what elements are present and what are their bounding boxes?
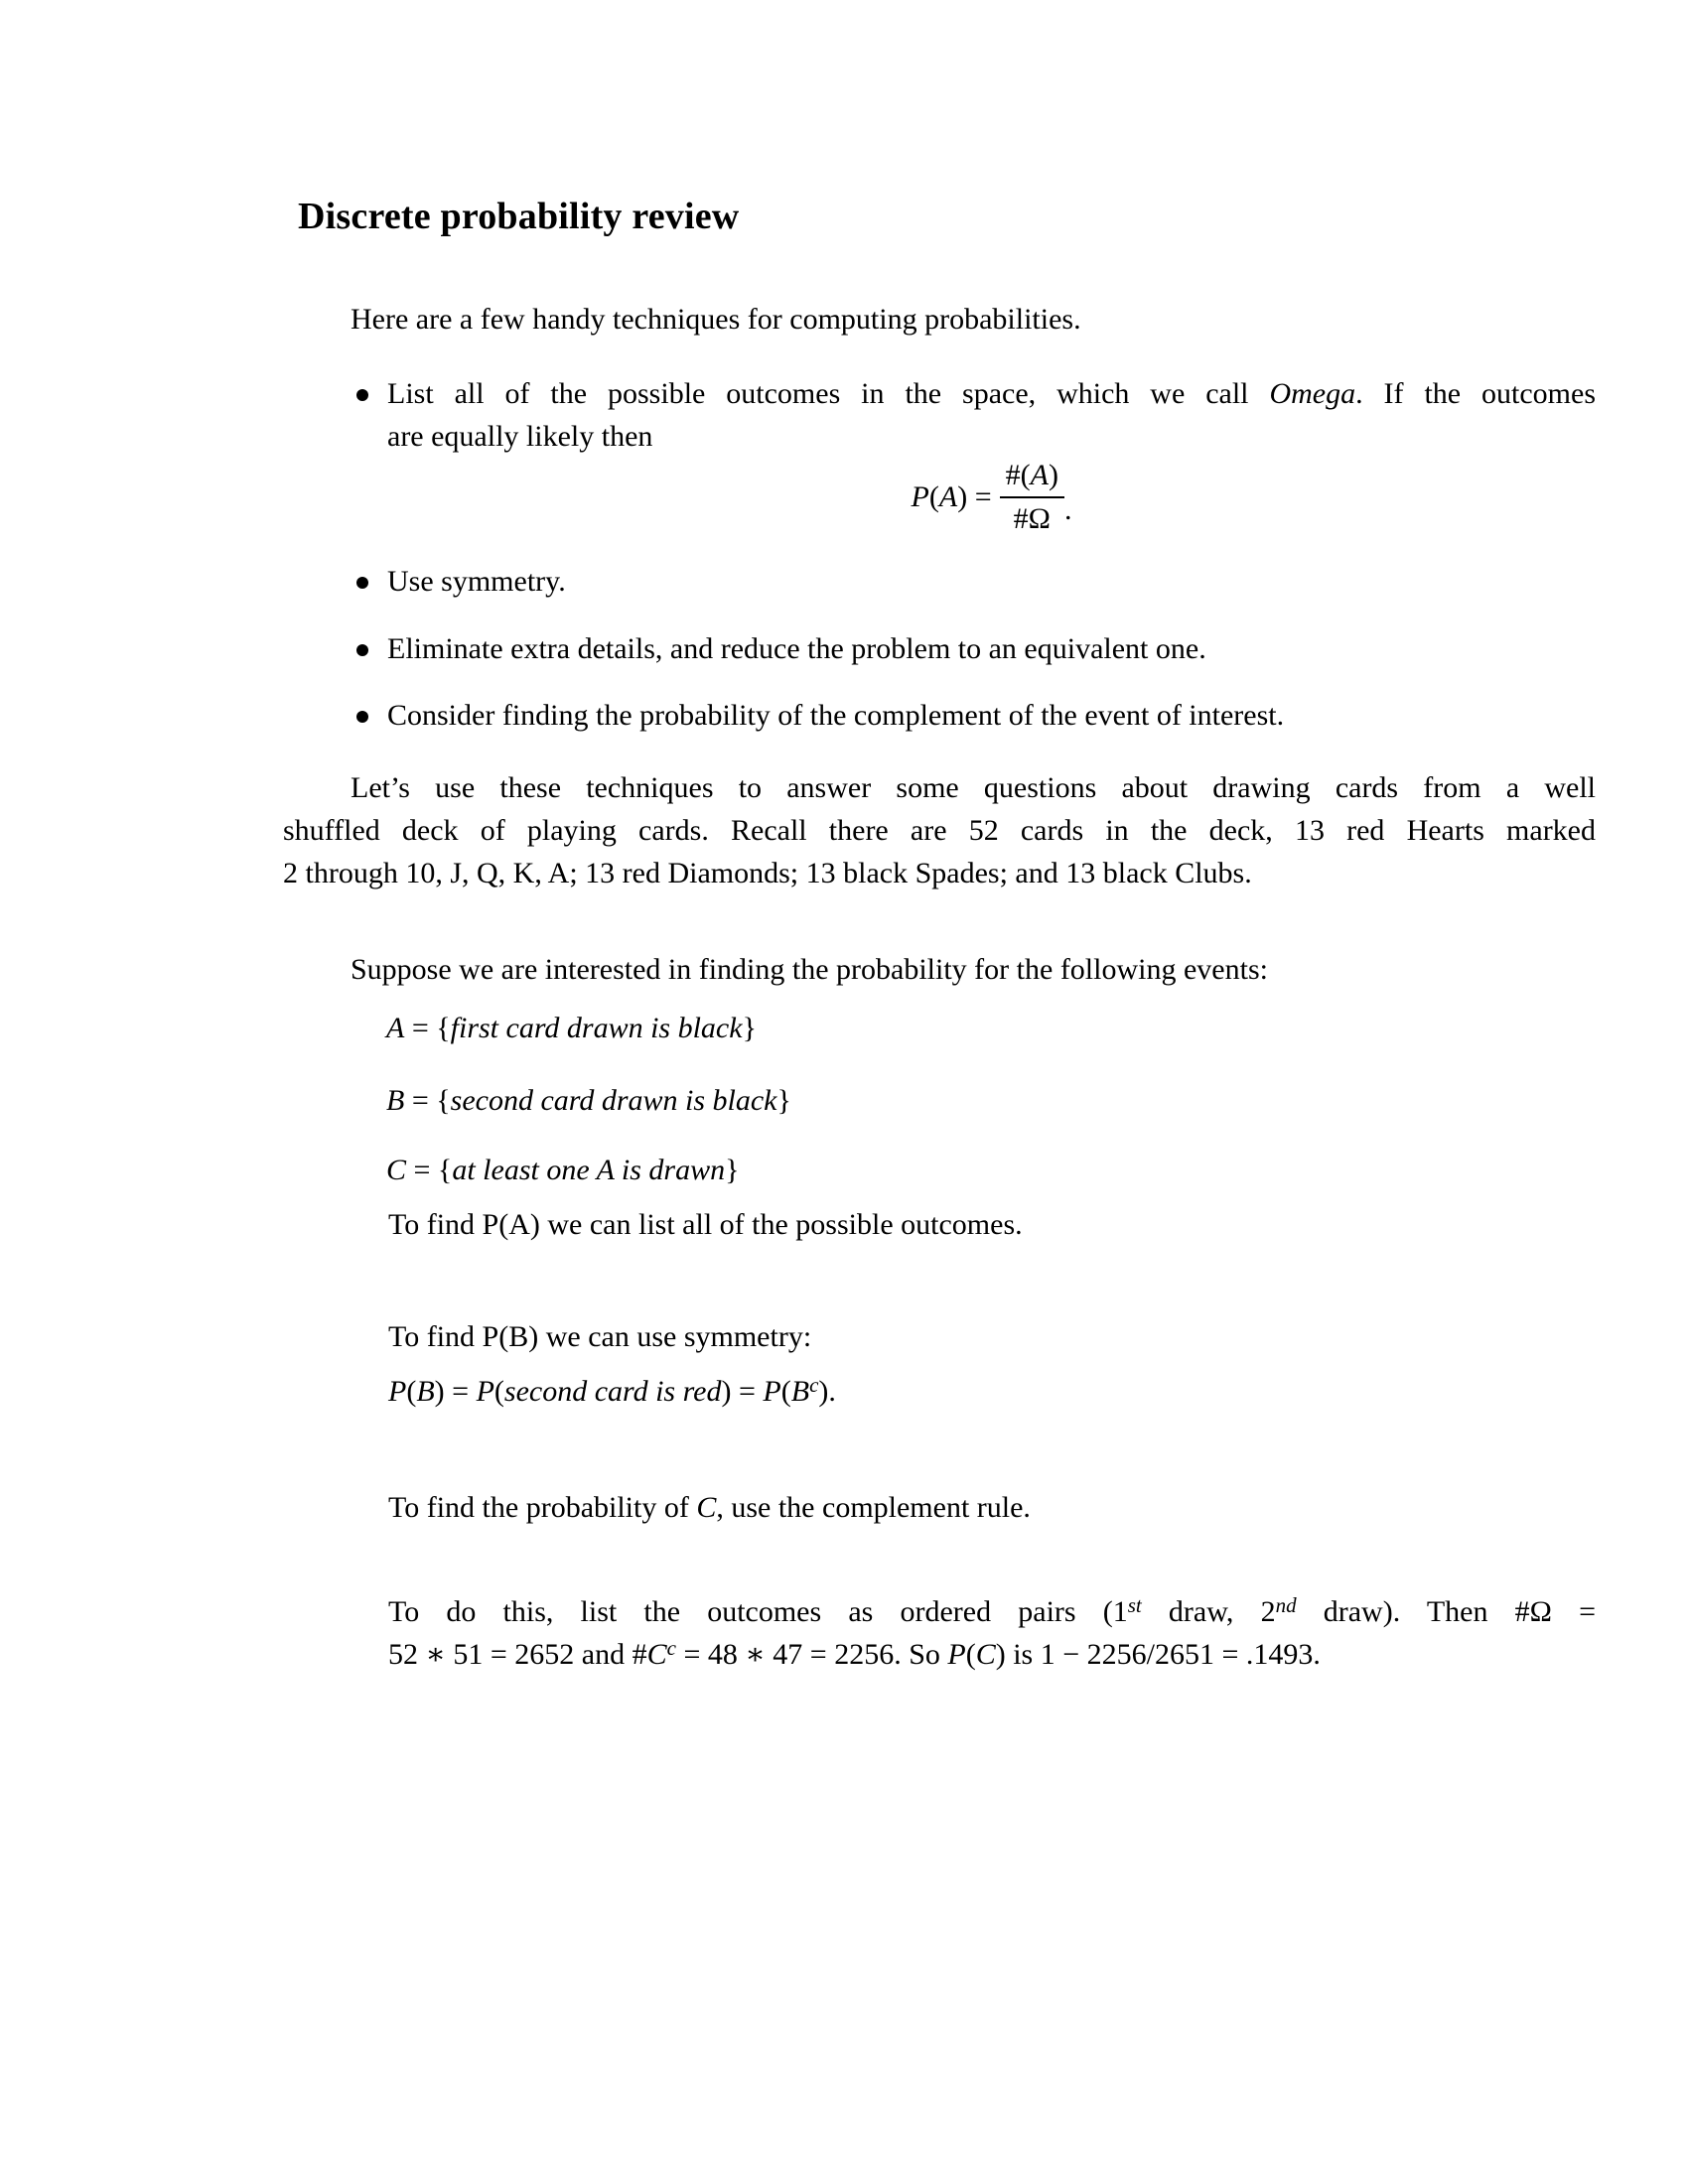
- equation-period: .: [1063, 493, 1072, 526]
- fraction-denominator: #Ω: [1013, 502, 1051, 535]
- bullet-icon: [356, 389, 368, 401]
- cards-paragraph-line3: 2 through 10, J, Q, K, A; 13 red Diamonds; 13 black Spades; and 13 black Clubs.: [283, 857, 1252, 889]
- event-a-definition: A = {first card drawn is black}: [386, 1012, 757, 1044]
- event-c-definition: C = {at least one A is drawn}: [386, 1154, 740, 1186]
- events-intro: Suppose we are interested in finding the probability for the following events:: [351, 953, 1268, 986]
- bullet-icon: [356, 577, 368, 589]
- bullet-item-symmetry: Use symmetry.: [387, 565, 566, 598]
- bullet1-line2: are equally likely then: [387, 420, 653, 453]
- bullet-icon: [356, 644, 368, 656]
- find-pa-text: To find P(A) we can list all of the possible outcomes.: [388, 1208, 1023, 1241]
- cards-paragraph-line2: shuffled deck of playing cards. Recall there are 52 cards in the deck, 13 red Hearts marked: [283, 814, 1596, 847]
- final-computation-line1: To do this, list the outcomes as ordered pairs (1st draw, 2nd draw). Then #Ω =: [388, 1593, 1596, 1628]
- cards-paragraph: [283, 766, 1596, 894]
- pb-symmetry-equation: P(B) = P(second card is $red) = P(B^c)$.: [388, 1373, 836, 1408]
- display-equation: [387, 456, 1596, 539]
- bullet-item-list-outcomes: [387, 372, 1596, 458]
- intro-paragraph: Here are a few handy techniques for computing probabilities.: [351, 303, 1081, 336]
- find-pc-text: To find the probability of C, use the complement rule.: [388, 1491, 1031, 1524]
- equation-body: [912, 457, 1072, 538]
- event-b-definition: B = {second card drawn is black}: [386, 1084, 791, 1117]
- bullet-icon: [356, 711, 368, 723]
- find-pb-text: To find P(B) we can use symmetry:: [388, 1320, 812, 1353]
- bullet1-line1: List all of the possible outcomes in the space, which we call Omega. If the outcomes: [387, 377, 1597, 410]
- page-title: Discrete probability review: [298, 196, 740, 237]
- equation-fraction: [1000, 457, 1064, 538]
- final-computation-paragraph: [388, 1590, 1596, 1676]
- equation-lhs: P(A) =: [911, 480, 992, 513]
- final-computation-line2: 52 ∗ 51 = 2652 and $\#C^c = 48$ ∗ 47 = 2256. So P(C) is 1 − 2256/2651 = .1493.: [388, 1636, 1321, 1671]
- bullet-item-eliminate: Eliminate extra details, and reduce the problem to an equivalent one.: [387, 632, 1206, 665]
- fraction-numerator: #(A): [1000, 457, 1064, 498]
- bullet-item-complement: Consider finding the probability of the complement of the event of interest.: [387, 699, 1285, 732]
- cards-paragraph-line1: Let’s use these techniques to answer some questions about drawing cards from a well: [351, 771, 1596, 804]
